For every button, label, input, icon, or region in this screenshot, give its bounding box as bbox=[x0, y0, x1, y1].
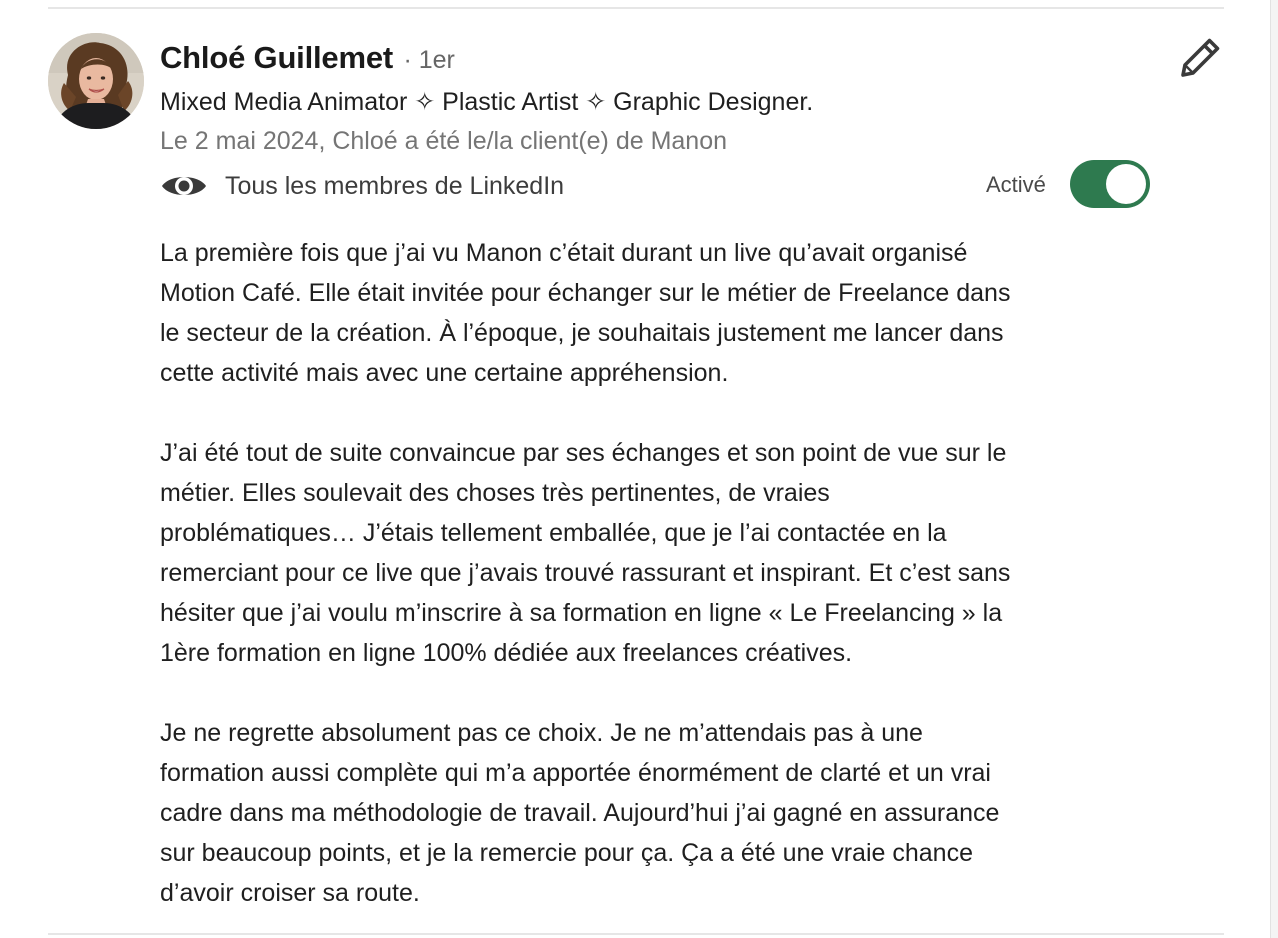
profile-photo-icon bbox=[48, 33, 144, 129]
pencil-icon bbox=[1176, 34, 1224, 82]
eye-icon bbox=[160, 166, 208, 206]
connection-degree: · 1er bbox=[403, 46, 455, 74]
text-line: sur beaucoup points, et je la remercie pour ça. Ça a été une vraie chance bbox=[160, 839, 973, 867]
paragraph-1 bbox=[160, 233, 1160, 393]
text-line: 1ère formation en ligne 100% dédiée aux freelances créatives. bbox=[160, 639, 853, 667]
author-headline: Mixed Media Animator ✧ Plastic Artist ✧ Graphic Designer. bbox=[160, 88, 814, 116]
text-line: Je ne regrette absolument pas ce choix. Je ne m’attendais pas à une bbox=[160, 719, 923, 747]
avatar[interactable] bbox=[48, 33, 144, 129]
text-line: le secteur de la création. À l’époque, je souhaitais justement me lancer dans bbox=[160, 319, 1004, 347]
visibility-toggle[interactable] bbox=[1070, 160, 1150, 208]
text-line: métier. Elles soulevait des choses très pertinentes, de vraies bbox=[160, 479, 830, 507]
text-line: cette activité mais avec une certaine appréhension. bbox=[160, 359, 729, 387]
text-line: cadre dans ma méthodologie de travail. Aujourd’hui j’ai gagné en assurance bbox=[160, 799, 1000, 827]
author-name[interactable]: Chloé Guillemet bbox=[160, 40, 393, 75]
text-line: formation aussi complète qui m’a apportée énormément de clarté et un vrai bbox=[160, 759, 991, 787]
edit-button[interactable] bbox=[1176, 34, 1224, 82]
toggle-label: Activé bbox=[986, 172, 1046, 197]
scrollbar[interactable] bbox=[1270, 0, 1278, 938]
recommendation-text bbox=[160, 233, 1160, 913]
text-line: La première fois que j’ai vu Manon c’était durant un live qu’avait organisé bbox=[160, 239, 968, 267]
bottom-divider bbox=[48, 933, 1224, 935]
paragraph-3 bbox=[160, 713, 1160, 913]
name-row bbox=[160, 38, 455, 84]
text-line: J’ai été tout de suite convaincue par ses échanges et son point de vue sur le bbox=[160, 439, 1007, 467]
visibility-label: Tous les membres de LinkedIn bbox=[225, 171, 565, 200]
text-line: problématiques… J’étais tellement emballée, que je l’ai contactée en la bbox=[160, 519, 947, 547]
text-line: remerciant pour ce live que j’avais trouvé rassurant et inspirant. Et c’est sans bbox=[160, 559, 1011, 587]
relation-text: Le 2 mai 2024, Chloé a été le/la client(e) de Manon bbox=[160, 127, 728, 155]
paragraph-2 bbox=[160, 433, 1160, 673]
text-line: Motion Café. Elle était invitée pour échanger sur le métier de Freelance dans bbox=[160, 279, 1011, 307]
top-divider bbox=[48, 7, 1224, 9]
visibility-row[interactable] bbox=[160, 166, 564, 206]
text-line: d’avoir croiser sa route. bbox=[160, 879, 420, 907]
toggle-knob bbox=[1106, 164, 1146, 204]
text-line: hésiter que j’ai voulu m’inscrire à sa formation en ligne « Le Freelancing » la bbox=[160, 599, 1003, 627]
